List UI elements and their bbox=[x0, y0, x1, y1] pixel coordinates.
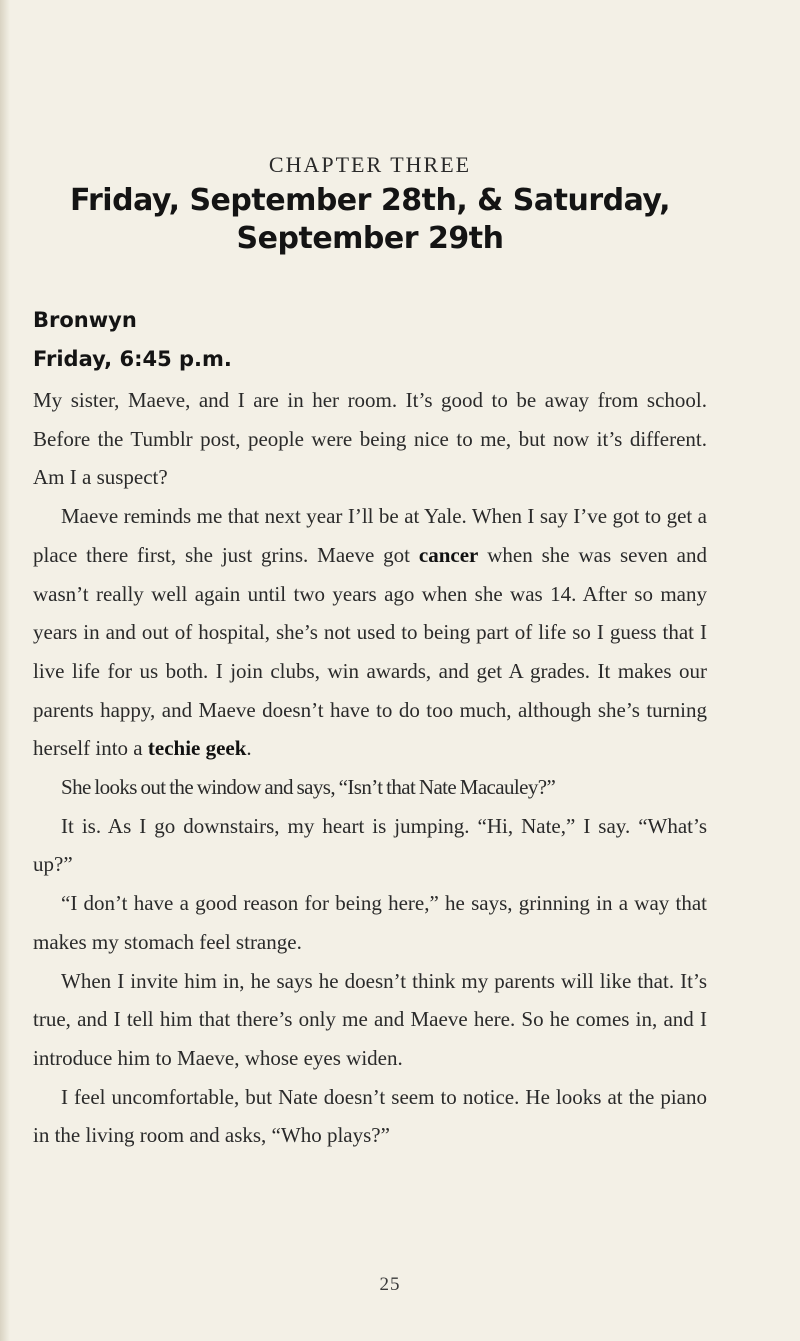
paragraph-3 bbox=[33, 768, 707, 807]
page-number: 25 bbox=[379, 1274, 401, 1295]
paragraph-7-text: I feel uncomfortable, but Nate doesn’t seem to notice. He looks at the piano in the living room and asks, “Who plays?” bbox=[33, 1084, 707, 1148]
paragraph-4 bbox=[33, 807, 707, 884]
paragraph-2-text-middle: when she was seven and wasn’t really well again until two years ago when she was 14. After so many years in and out of hospital, she’s not used to being part of life so I guess that I live life for us both. I join clubs, win awards, and get A grades. It makes our parents happy, and Maeve doesn’t have to do too much, although she’s turning herself into a bbox=[33, 542, 707, 761]
narrator-heading: Bronwyn bbox=[33, 308, 137, 332]
chapter-title bbox=[40, 182, 700, 258]
section-timestamp: Friday, 6:45 p.m. bbox=[33, 347, 232, 371]
chapter-title-line-1: Friday, September 28th, & Saturday, bbox=[69, 183, 671, 218]
glossary-term-techie-geek: techie geek bbox=[147, 736, 247, 761]
paragraph-6 bbox=[33, 962, 707, 1078]
paragraph-5-text: “I don’t have a good reason for being here,” he says, grinning in a way that makes my stomach feel strange. bbox=[33, 891, 707, 954]
paragraph-1 bbox=[33, 381, 707, 497]
paragraph-6-text: When I invite him in, he says he doesn’t think my parents will like that. It’s true, and I tell him that there’s only me and Maeve here. So he comes in, and I introduce him to Maeve, whose eyes widen. bbox=[33, 968, 707, 1070]
body-text bbox=[33, 381, 707, 1155]
paragraph-2 bbox=[33, 497, 707, 768]
chapter-title-line-2: September 29th bbox=[236, 221, 504, 256]
page-edge-shadow bbox=[0, 0, 10, 1341]
paragraph-3-text: She looks out the window and says, “Isn’t that Nate Macauley?” bbox=[61, 775, 556, 800]
paragraph-2-text-end: . bbox=[246, 736, 252, 761]
paragraph-1-text: My sister, Maeve, and I are in her room. It’s good to be away from school. Before the Tumblr post, people were being nice to me, but now it’s different. Am I a suspect? bbox=[33, 388, 707, 490]
paragraph-5 bbox=[33, 884, 707, 961]
glossary-term-cancer: cancer bbox=[418, 542, 479, 567]
paragraph-4-text: It is. As I go downstairs, my heart is jumping. “Hi, Nate,” I say. “What’s up?” bbox=[33, 813, 707, 877]
paragraph-2-text-start: Maeve reminds me that next year I’ll be at Yale. When I say I’ve got to get a place there first, she just grins. Maeve got bbox=[33, 504, 707, 567]
chapter-label: CHAPTER THREE bbox=[268, 152, 472, 177]
paragraph-7 bbox=[33, 1078, 707, 1155]
